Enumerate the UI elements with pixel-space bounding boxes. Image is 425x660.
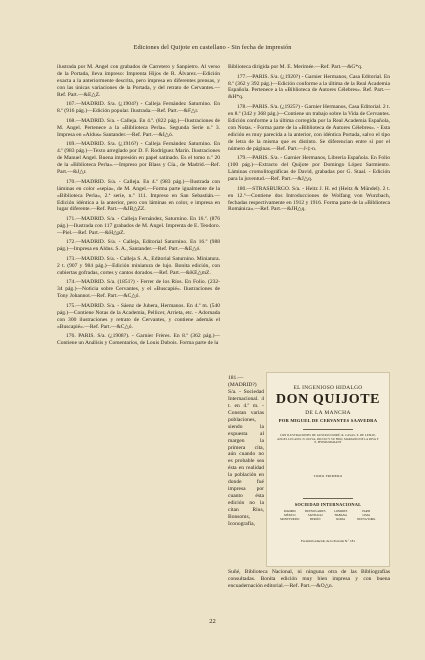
catalog-entry: 179.—PARIS. S/a. - Garnier Hermanos, Librería Española. En Folio (100 pág.)—Extracto del Quijote por Domingo López Sarmiento. Láminas cromolitográficas de David, grabadas por G. Staal. - Edición para la juventud.—Ref. Part.—&J△q. <box>228 155 390 183</box>
title-page-publisher: SOCIEDAD INTERNACIONAL <box>294 502 362 507</box>
title-page-top: EL INGENIOSO HIDALGO <box>293 385 363 391</box>
running-head: Ediciones del Quijote en castellano - Sin fecha de impresión <box>133 44 292 51</box>
title-page-city: MÉXICO <box>284 512 296 517</box>
title-page-tomo: TOMO PRIMERO <box>313 474 343 478</box>
catalog-entry: 172.—MADRID. S/a. - Calleja, Editorial Saturnino. En 16.º (988 pág.)—Impresa en Aldus. S. A., Santander.—Ref. Part.—&E△ó. <box>57 239 220 253</box>
catalog-entry: 170.—MADRID. S/a. - Calleja. En 4.º (983 pág.)—Ilustrada con láminas en color «sepia», de M. Angel.—Forma parte igualmente de la «Biblioteca Perla», 2.ª serie, n.º 111. Impreso en San Sebastián.—Edición idéntica a la anterior, pero con láminas en color, e impresa en lugar diferente.—Ref. Part.—&JB△ZZ. <box>57 178 220 213</box>
entry-continuation: Biblioteca dirigida por M. E. Merimée.—Ref. Part.—&G*q. <box>228 64 363 70</box>
title-page-city: ROMA <box>336 516 346 521</box>
entry-181-wrap: 181.—(MADRID?) S/a. - Sociedad Internacional. 4 t. en 4.º m. - Constan varias poblaciones, siendo la expuesta al margen la primera cita, aún cuando no es probable sea ésta en realidad la población en donde fué impresa por cuanto ésta edición no la citan Rius, Bonsoms, Iconografía, <box>228 375 264 528</box>
entry-continuation: ilustrada por M. Angel con grabados de Carretero y Sanpietro. Al verso de la Portada, lleva impreso: Imprenta Hijos de R. Álvarez.—Edición exacta a la anteriormente descrita, pero impresa en diferentes prensas, y con las únicas variaciones de la Portada, y del retrato de Cervantes.—Ref. Part.—&E△Z. <box>57 64 220 98</box>
catalog-entry: 168.—MADRID. S/a. - Calleja. En 4.º. (822 pág.)—Ilustraciones de M. Angel. Pertenece a la «Biblioteca Perla». Segunda Serie n.º 3. Impresa en «Aldus» Santander.—Ref. Part.—&I△ó. <box>57 117 220 138</box>
title-page-footer: Facsímil reducido de la Portada N.º 181 <box>300 539 356 543</box>
entry-181-tail: Suñé, Biblioteca Nacional, ni ninguna otra de las Bibliografías consultadas. Bonita edición muy bien impresa y con buena encuadernación editorial.—Ref. Part.—&O△n. <box>228 569 390 589</box>
right-column <box>228 64 390 216</box>
title-page-city: BUENOS AIRES <box>305 509 326 513</box>
title-page-cities <box>277 510 379 522</box>
title-page-rule <box>303 498 353 499</box>
title-page-illustrators: CON ILUSTRACIONES DE GUSTAVO DORÉ, R. CASAS, E. DE LESLIE, ANGEL LUCANO, N. OLIVA, RICCIO Y SU HIJO, MARIANO DE LA RIVA Y E. HYERUMGRANT <box>277 433 379 445</box>
catalog-entry: 175.—MADRID. S/a. - Sáenz de Jubera, Hermanos. En 4.º m. (540 pág.)—Contiene Notas de la Academia, Pellicer, Arrieta, etc. - Adornada con 300 ilustraciones y retrato de Cervantes, y contiene además el «Buscapié».—Ref. Part.—&C△ó. <box>57 302 220 330</box>
catalog-entry: 173.—MADRID. S/a. - Calleja S. A., Editorial Saturnino. Miniatura. 2 t. (907 y 984 pág.)—Edición miniatura de lujo. Bonita edición, con cubiertas gofradas, cortes y cantos dorados.—Ref. Part.—&KE△mZ. <box>57 255 220 276</box>
title-page-city: LONDRES <box>334 509 348 513</box>
title-page-subtitle: DE LA MANCHA <box>305 410 351 416</box>
title-page-city: HABANA <box>334 512 347 517</box>
catalog-entry: 177.—PARIS. S/a. (¿1920?) - Garnier Hermanos, Casa Editorial. En 8.º (362 y 392 pág.)—Edición conforme a la última de la Real Academia Española. Pertenece a la «Biblioteca de Autores Célebres». Ref. Part.—&H*q. <box>228 73 390 101</box>
catalog-entry: 174.—MADRID. S/a. (1851?) - Ferrer de los Ríos. En Folio. (232-34 pág.)—Noticia sobre Cervantes, y el «Buscapié». Ilustraciones de Tony Johannot.—Ref. Part.—&C△ó. <box>57 279 220 300</box>
page-number: 22 <box>209 618 216 625</box>
catalog-entry: 169.—MADRID. S/a. (¿1916?) - Calleja Fernández Saturnino. En 4.º (983 pág.)—Texto arreglado por D. F. Rodríguez Marín. Ilustraciones de Manuel Angel. Buena impresión en papel satinado. Es el tomo n.º 20 de la «Biblioteca Perla».—Impreso por Blass y Cía., de Madrid.—Ref. Part.—&J△r. <box>57 141 220 176</box>
title-page-city: LIMA <box>362 512 370 517</box>
title-page-title: DON QUIJOTE <box>275 392 381 407</box>
title-page-city: BERLÍN <box>310 516 321 521</box>
catalog-entry: 167.—MADRID. S/a. (¿1904?) - Calleja Fernández Saturnino. En 8.º (916 pág.)—Edición popular. Ilustrada.—Ref. Part.—&F△r. <box>57 101 220 115</box>
catalog-entry: 176. PARIS. S/a. (¿1908?). - Garnier Frères. En 8.º (362 pág.)—Contiene un Análisis y Comentarios, de Louis Dubois. Forma parte de la <box>57 333 220 347</box>
title-page-author: POR MIGUEL DE CERVANTES SAAVEDRA <box>278 418 378 423</box>
title-page-city: NUEVA YORK <box>357 516 376 521</box>
catalog-entry: 178.—PARIS. S/a. (¿1925?) - Garnier Hermanos, Casa Editorial. 2 t. en 8.º (342 y 368 pág.)—Contiene un trabajo sobre la Vida de Cervantes. Edición conforme a la última corregida por la Real Academia Española, con Notas. - Forma parte de la «Biblioteca de Autores Célebres». - Esta edición es muy parecida a la anterior, con idéntica Portada, salvo el tipo de letra de la misma que es distinto. Se diferencian entre sí por el número de páginas.—Ref. Part.—J-‡-n. <box>228 103 390 152</box>
title-page-city: MONTEVIDEO <box>280 516 300 521</box>
title-page-rule <box>303 429 353 430</box>
catalog-entry: 180.—STRASBURGO. S/a. - Heitz J. H. ed (Heitz & Mündel). 2 t. en 12.º—Contiene dos Introducciones de Wolfang von Wurzbach, fechadas respectivamente en 1912 y 1916. Forma parte de la «Biblioteca Románica».—Ref. Part.—&JH△q. <box>228 185 390 213</box>
catalog-entry: 171.—MADRID. S/a. - Calleja Fernández, Saturnino. En 16.º. (876 pág.)—Ilustrada con 117 grabados de M. Angel. Imprenta de E. Teodoro.—Piel.—Ref. Part.—&H△pZ. <box>57 216 220 236</box>
title-page-facsimile <box>266 372 390 567</box>
left-column <box>57 64 220 350</box>
title-page-city: SANTIAGO <box>307 512 323 517</box>
title-page-city: MADRID <box>283 509 296 513</box>
title-page-city: PARIS <box>362 509 371 513</box>
